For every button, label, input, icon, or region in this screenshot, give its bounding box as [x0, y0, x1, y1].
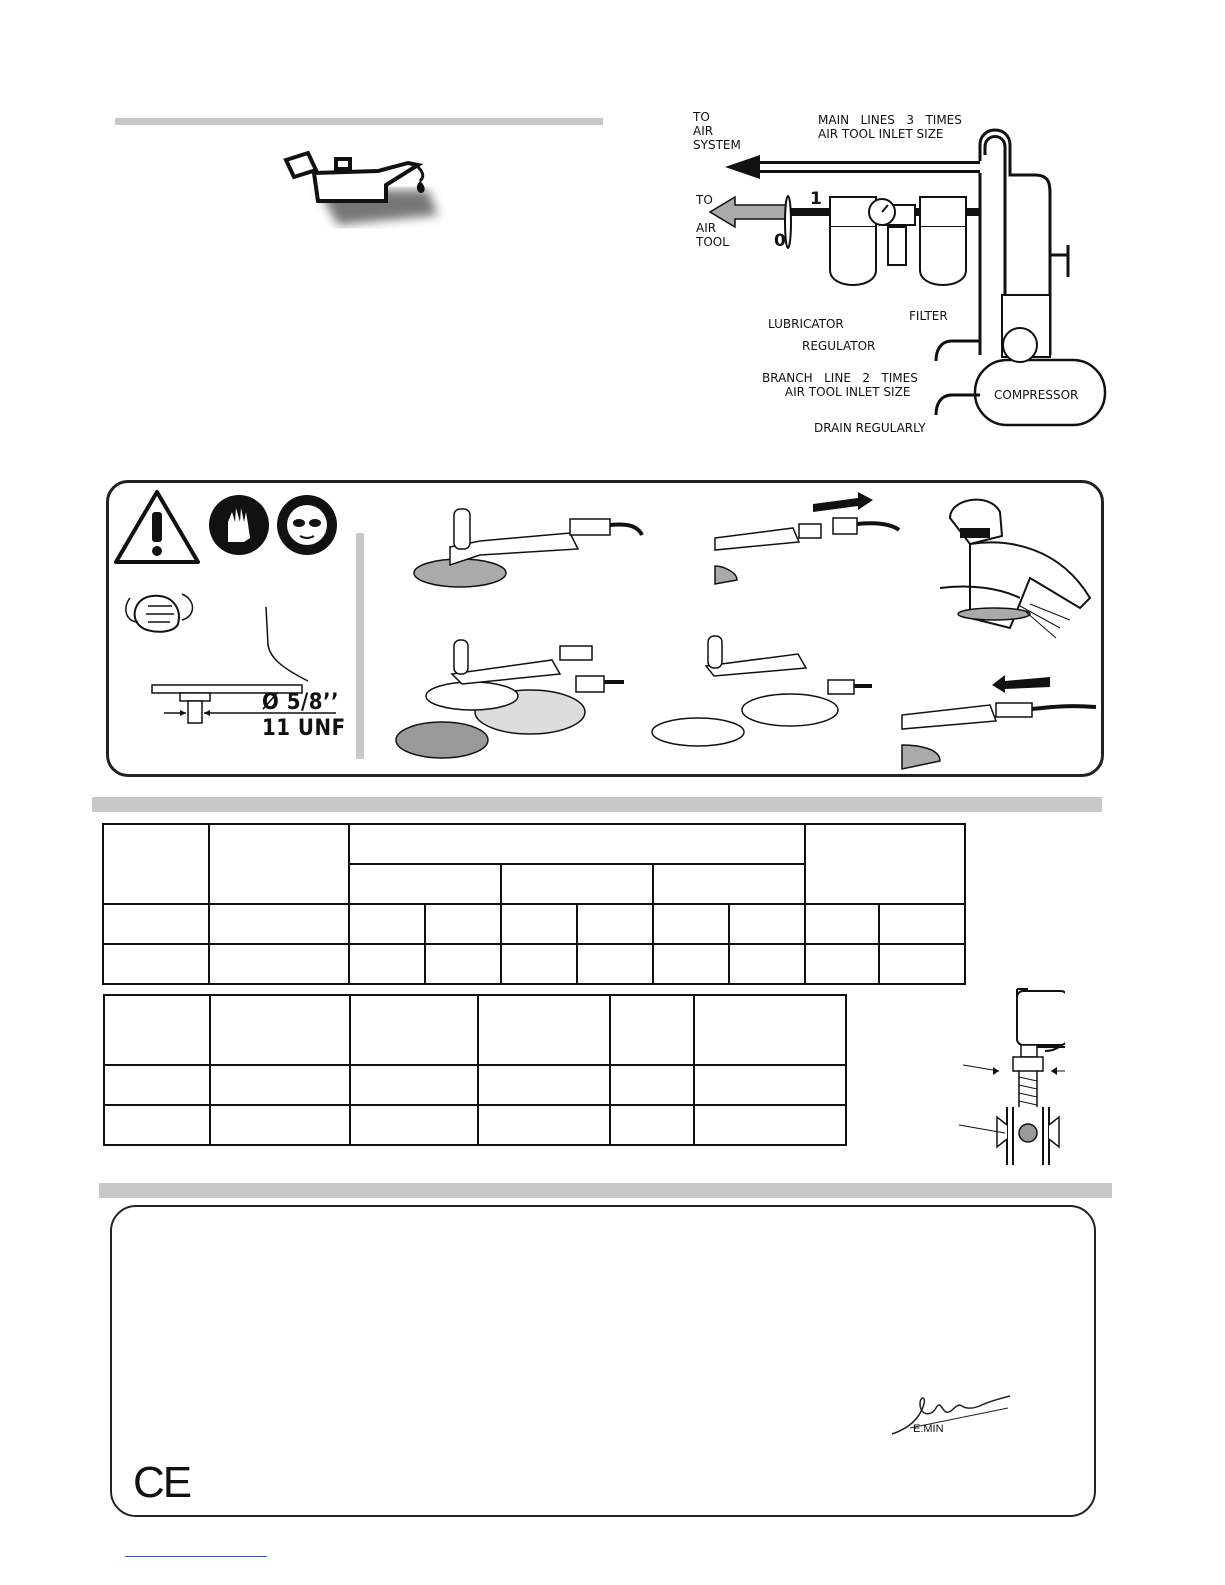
label-to-air-tool: TO AIR TOOL — [696, 193, 729, 249]
footer-link-underline — [125, 1556, 267, 1557]
table-cell — [349, 824, 805, 864]
table-cell — [501, 864, 653, 904]
table-cell — [425, 904, 501, 944]
table-cell — [694, 1105, 846, 1145]
table-cell — [577, 904, 653, 944]
table-cell — [349, 864, 501, 904]
vibration-noise-table — [102, 823, 966, 985]
table-cell — [653, 864, 805, 904]
table-cell — [501, 944, 577, 984]
sander-disconnect-illustration — [713, 488, 903, 588]
table-cell — [610, 1065, 694, 1105]
sander-step-1-illustration — [410, 505, 645, 600]
table-cell — [501, 904, 577, 944]
table-cell — [805, 944, 879, 984]
label-compressor: COMPRESSOR — [994, 388, 1079, 402]
label-lubricator: LUBRICATOR — [768, 317, 844, 331]
sander-reconnect-illustration — [900, 665, 1100, 770]
label-regulator: REGULATOR — [802, 339, 876, 353]
table-cell — [694, 995, 846, 1065]
table-cell — [425, 944, 501, 984]
table-cell — [209, 904, 349, 944]
table-cell — [653, 904, 729, 944]
table-cell — [478, 1065, 610, 1105]
table-cell — [103, 944, 209, 984]
label-to-air-system: TO AIR SYSTEM — [693, 110, 741, 152]
label-main-lines: MAIN LINES 3 TIMES AIR TOOL INLET SIZE — [818, 113, 962, 141]
table-cell — [577, 944, 653, 984]
table-cell — [694, 1065, 846, 1105]
air-inlet-fitting-illustration — [955, 985, 1065, 1170]
table-cell — [478, 995, 610, 1065]
table-cell — [349, 944, 425, 984]
table-cell — [104, 995, 210, 1065]
ce-mark: CE — [133, 1458, 191, 1507]
oil-can-icon — [278, 145, 450, 237]
label-drain-regularly: DRAIN REGULARLY — [814, 421, 926, 435]
gloves-icon — [208, 494, 270, 556]
table-cell — [103, 904, 209, 944]
warning-icon — [112, 488, 202, 566]
air-system-diagram — [690, 105, 1110, 445]
table-cell — [879, 944, 965, 984]
table-cell — [805, 824, 965, 904]
disc-removal-illustration — [392, 632, 652, 767]
specifications-section-bar — [92, 797, 1102, 812]
label-filter: FILTER — [909, 309, 948, 323]
table-cell — [104, 1065, 210, 1105]
table-cell — [653, 944, 729, 984]
table-cell — [209, 944, 349, 984]
table-cell — [104, 1105, 210, 1145]
table-cell — [350, 1105, 478, 1145]
label-valve-off: 0 — [774, 231, 786, 251]
table-cell — [610, 1105, 694, 1145]
operator-using-sander-illustration — [930, 488, 1102, 656]
table-cell — [210, 1065, 350, 1105]
label-valve-on: 1 — [810, 189, 822, 209]
table-cell — [103, 824, 209, 904]
panel-divider — [356, 533, 364, 759]
signature-mark — [890, 1388, 1015, 1440]
table-cell — [209, 824, 349, 904]
lubrication-section-bar — [115, 118, 603, 125]
table-cell — [879, 904, 965, 944]
eye-protection-icon — [276, 494, 338, 556]
signatory-name: E.MIN — [913, 1423, 944, 1435]
table-cell — [805, 904, 879, 944]
table-cell — [729, 944, 805, 984]
label-branch-line: BRANCH LINE 2 TIMES AIR TOOL INLET SIZE — [762, 371, 918, 399]
thread-diameter-label: Ø 5/8’’ — [262, 690, 340, 715]
declaration-of-conformity-panel — [110, 1205, 1096, 1517]
table-cell — [350, 1065, 478, 1105]
table-cell — [349, 904, 425, 944]
table-cell — [350, 995, 478, 1065]
table-cell — [210, 995, 350, 1065]
table-cell — [210, 1105, 350, 1145]
technical-data-table — [103, 994, 847, 1146]
declaration-section-bar — [99, 1183, 1112, 1198]
disc-install-illustration — [648, 632, 876, 750]
table-cell — [610, 995, 694, 1065]
table-cell — [729, 904, 805, 944]
table-cell — [478, 1105, 610, 1145]
thread-spec-label: 11 UNF — [262, 716, 346, 741]
